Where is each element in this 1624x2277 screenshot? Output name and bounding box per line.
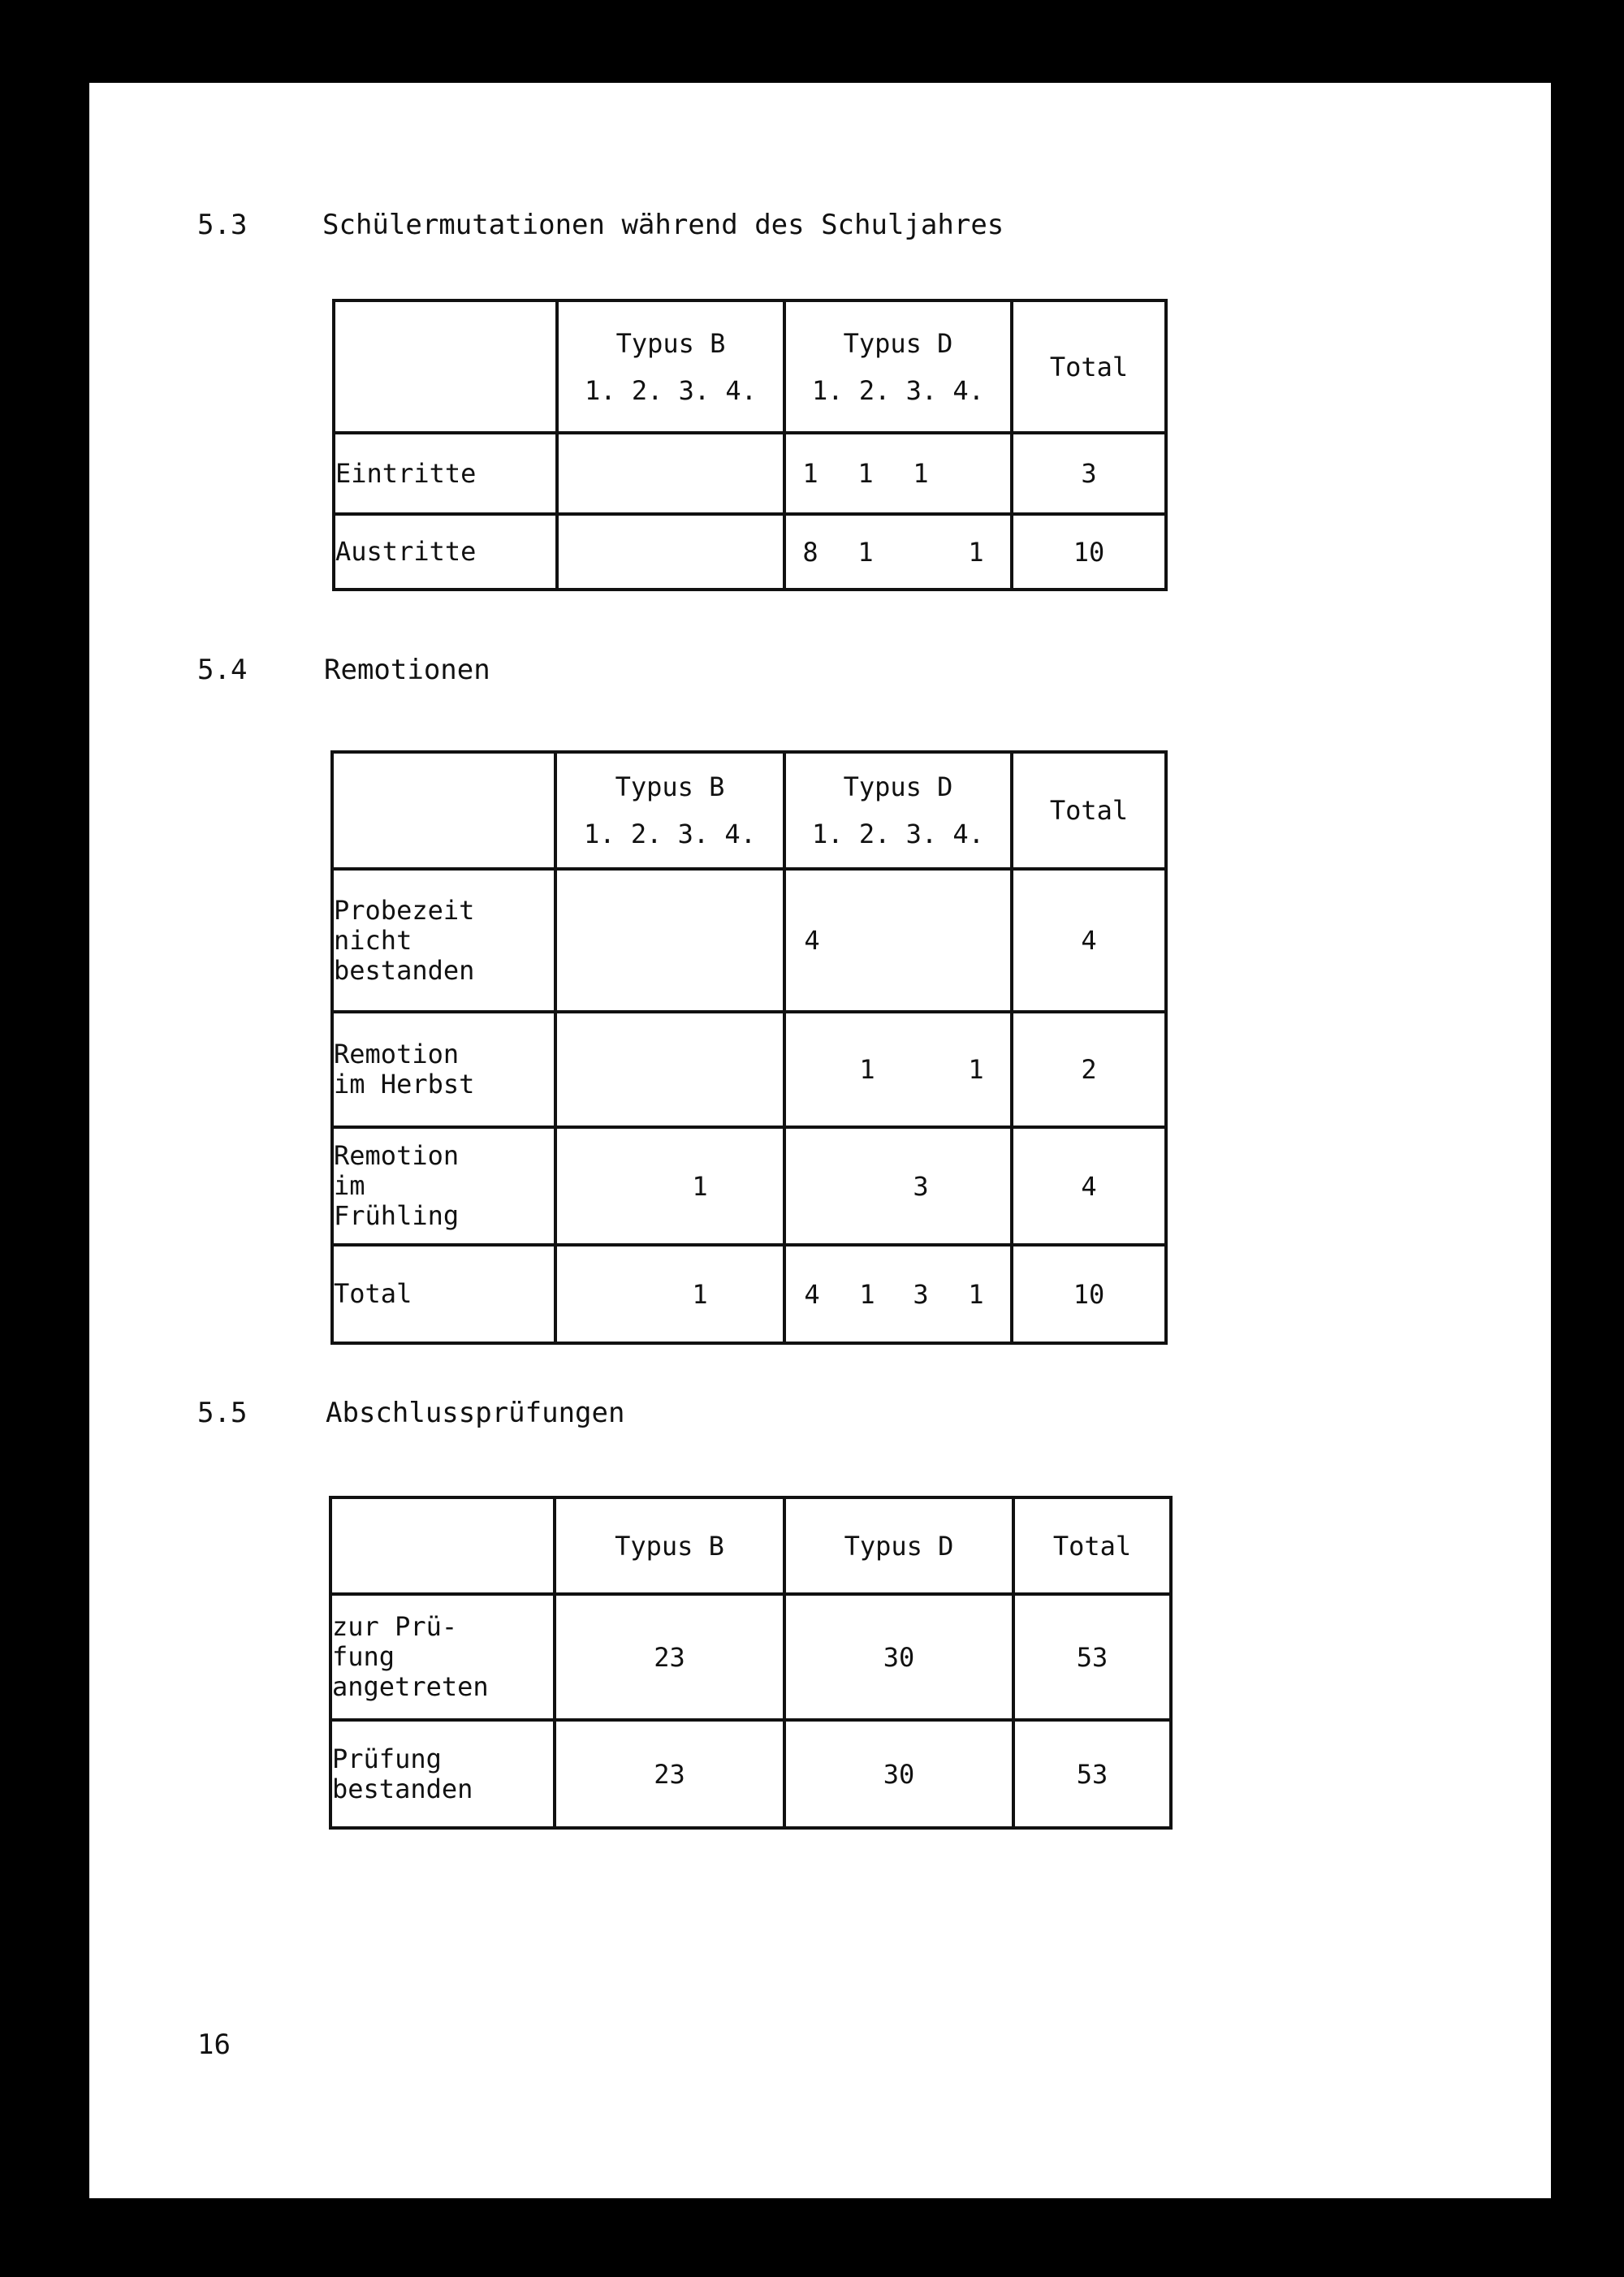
- typus-d-label: Typus D: [843, 327, 953, 359]
- table-header-row: [334, 300, 1166, 433]
- row-total: 3: [1012, 433, 1166, 514]
- row-label: zur Prü- fung angetreten: [330, 1594, 555, 1720]
- value: 4: [804, 925, 820, 956]
- row-total: 10: [1012, 1245, 1166, 1343]
- typus-d-values: [784, 1012, 1012, 1127]
- value: 1: [968, 1054, 984, 1085]
- total-header: Total: [1012, 752, 1166, 869]
- typus-d-header: [784, 752, 1012, 869]
- row-total: 4: [1012, 1127, 1166, 1245]
- total-header: Total: [1012, 300, 1166, 433]
- row-label: Prüfung bestanden: [330, 1720, 555, 1828]
- value: 1: [802, 458, 818, 489]
- typus-b-header: [555, 752, 784, 869]
- row-total: 53: [1013, 1594, 1171, 1720]
- typus-b-label: Typus B: [615, 771, 725, 802]
- value: 4: [804, 1278, 820, 1310]
- typus-d-value: 30: [784, 1594, 1013, 1720]
- table-header-row: [330, 1497, 1171, 1594]
- row-label: Total: [332, 1245, 555, 1343]
- value: 1: [859, 1278, 875, 1310]
- typus-b-values: [555, 1245, 784, 1343]
- row-total: 4: [1012, 869, 1166, 1012]
- typus-b-values: [555, 869, 784, 1012]
- total-header: Total: [1013, 1497, 1171, 1594]
- value: 8: [802, 536, 818, 568]
- table-row: [334, 433, 1166, 514]
- typus-d-values: [784, 1245, 1012, 1343]
- value: 3: [913, 1278, 929, 1310]
- value: 1: [692, 1278, 708, 1310]
- section-number: 5.5: [197, 1397, 248, 1429]
- table-row: [332, 1245, 1166, 1343]
- typus-d-header: [784, 300, 1012, 433]
- typus-b-values: [555, 1012, 784, 1127]
- typus-b-value: 23: [555, 1720, 784, 1828]
- value: 3: [913, 1170, 929, 1202]
- typus-b-values: [557, 433, 784, 514]
- empty-header-cell: [332, 752, 555, 869]
- typus-d-label: Typus D: [843, 771, 953, 802]
- row-label: Eintritte: [334, 433, 557, 514]
- typus-d-values: [784, 1127, 1012, 1245]
- value: 1: [857, 536, 874, 568]
- empty-header-cell: [334, 300, 557, 433]
- row-total: 2: [1012, 1012, 1166, 1127]
- typus-b-values: [557, 514, 784, 590]
- row-label: Remotion im Frühling: [332, 1127, 555, 1245]
- final-exams-table: [329, 1496, 1173, 1830]
- document-page: [89, 83, 1551, 2198]
- typus-b-values: [555, 1127, 784, 1245]
- typus-d-values: [784, 514, 1012, 590]
- class-numbers: 1. 2. 3. 4.: [584, 819, 756, 849]
- mutations-table: [332, 299, 1168, 591]
- class-numbers: 1. 2. 3. 4.: [812, 819, 984, 849]
- section-number: 5.3: [197, 209, 248, 241]
- table-header-row: [332, 752, 1166, 869]
- typus-d-values: [784, 869, 1012, 1012]
- class-numbers: 1. 2. 3. 4.: [812, 374, 984, 406]
- row-total: 53: [1013, 1720, 1171, 1828]
- typus-b-value: 23: [555, 1594, 784, 1720]
- value: 1: [857, 458, 874, 489]
- table-row: [332, 869, 1166, 1012]
- typus-d-values: [784, 433, 1012, 514]
- row-label: Austritte: [334, 514, 557, 590]
- value: 1: [859, 1054, 875, 1085]
- table-row: [334, 514, 1166, 590]
- section-number: 5.4: [197, 654, 248, 686]
- table-row: [330, 1720, 1171, 1828]
- remotions-table: [330, 750, 1168, 1345]
- value: 1: [913, 458, 929, 489]
- typus-d-header: Typus D: [784, 1497, 1013, 1594]
- section-title: Remotionen: [324, 654, 490, 686]
- empty-header-cell: [330, 1497, 555, 1594]
- table-row: [332, 1012, 1166, 1127]
- row-total: 10: [1012, 514, 1166, 590]
- section-title: Abschlussprüfungen: [326, 1397, 625, 1429]
- row-label: Remotion im Herbst: [332, 1012, 555, 1127]
- typus-b-header: [557, 300, 784, 433]
- table-row: [330, 1594, 1171, 1720]
- section-title: Schülermutationen während des Schuljahres: [322, 209, 1004, 241]
- typus-d-value: 30: [784, 1720, 1013, 1828]
- typus-b-header: Typus B: [555, 1497, 784, 1594]
- value: 1: [692, 1170, 708, 1202]
- value: 1: [968, 1278, 984, 1310]
- table-row: [332, 1127, 1166, 1245]
- value: 1: [968, 536, 984, 568]
- class-numbers: 1. 2. 3. 4.: [585, 374, 757, 406]
- page-number: 16: [197, 2029, 231, 2061]
- row-label: Probezeit nicht bestanden: [332, 869, 555, 1012]
- typus-b-label: Typus B: [615, 327, 726, 359]
